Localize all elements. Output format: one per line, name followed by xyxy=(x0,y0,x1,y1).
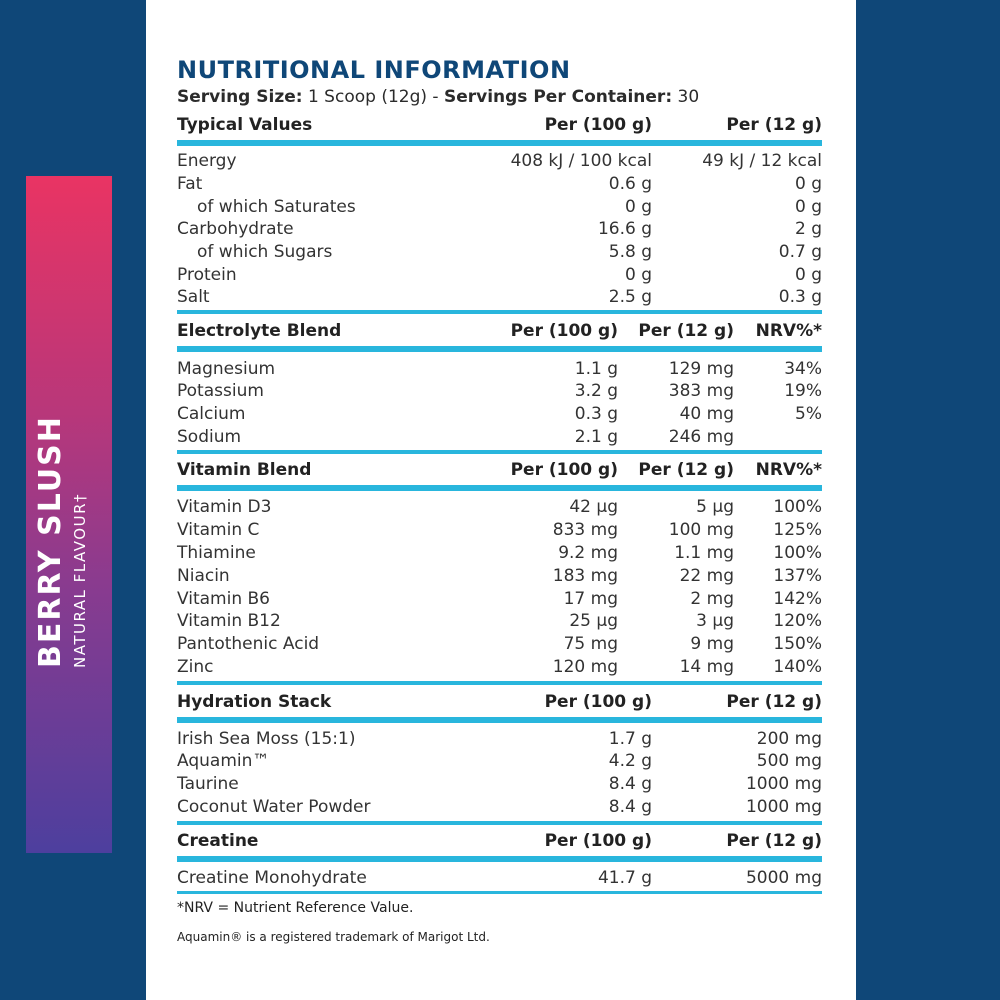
flavour-subtitle: NATURAL FLAVOUR† xyxy=(71,493,89,668)
header-perserving: Per (12 g) xyxy=(638,460,734,480)
serving-info xyxy=(177,87,699,107)
section-divider xyxy=(177,717,822,723)
row-per100: 41.7 g xyxy=(597,868,652,888)
row-nrv: 19% xyxy=(784,381,822,401)
row-per100: 75 mg xyxy=(563,634,618,654)
row-label: Vitamin B12 xyxy=(177,611,281,631)
table-row xyxy=(177,797,822,819)
serving-size-label: Serving Size: xyxy=(177,87,303,107)
row-per100: 2.5 g xyxy=(608,287,652,307)
row-per100: 183 mg xyxy=(552,566,618,586)
table-row xyxy=(177,242,822,264)
table-row xyxy=(177,520,822,542)
row-perserving: 500 mg xyxy=(756,751,822,771)
row-per100: 833 mg xyxy=(552,520,618,540)
row-perserving: 0.7 g xyxy=(778,242,822,262)
section-header-typical xyxy=(177,115,822,137)
row-perserving: 383 mg xyxy=(668,381,734,401)
row-per100: 25 µg xyxy=(569,611,618,631)
row-label: Carbohydrate xyxy=(177,219,294,239)
table-row xyxy=(177,359,822,381)
row-per100: 408 kJ / 100 kcal xyxy=(510,151,652,171)
row-nrv: 125% xyxy=(773,520,822,540)
row-per100: 0 g xyxy=(624,265,652,285)
row-perserving: 0 g xyxy=(794,174,822,194)
row-nrv: 142% xyxy=(773,589,822,609)
row-nrv: 140% xyxy=(773,657,822,677)
row-label: Zinc xyxy=(177,657,214,677)
table-row xyxy=(177,197,822,219)
row-label: Thiamine xyxy=(177,543,256,563)
table-row xyxy=(177,589,822,611)
servings-per-container-label: Servings Per Container: xyxy=(443,87,673,107)
row-per100: 17 mg xyxy=(563,589,618,609)
row-per100: 1.7 g xyxy=(608,729,652,749)
row-perserving: 22 mg xyxy=(679,566,734,586)
row-perserving: 2 g xyxy=(794,219,822,239)
row-label: Fat xyxy=(177,174,203,194)
header-perserving: Per (12 g) xyxy=(726,115,822,135)
row-label: Vitamin D3 xyxy=(177,497,272,517)
row-label: Creatine Monohydrate xyxy=(177,868,367,888)
section-header-creatine xyxy=(177,831,822,853)
table-row xyxy=(177,404,822,426)
table-row xyxy=(177,287,822,309)
header-perserving: Per (12 g) xyxy=(726,692,822,712)
row-perserving: 3 µg xyxy=(696,611,734,631)
row-per100: 120 mg xyxy=(552,657,618,677)
row-label: Vitamin C xyxy=(177,520,260,540)
header-label: Vitamin Blend xyxy=(177,460,312,480)
row-label: of which Sugars xyxy=(197,242,333,262)
row-nrv: 5% xyxy=(795,404,822,424)
trademark-footnote: Aquamin® is a registered trademark of Marigot Ltd. xyxy=(177,930,490,944)
table-row xyxy=(177,566,822,588)
flavour-name: BERRY SLUSH xyxy=(33,415,68,668)
row-perserving: 0 g xyxy=(794,197,822,217)
row-perserving: 1.1 mg xyxy=(674,543,734,563)
header-per100: Per (100 g) xyxy=(510,321,618,341)
row-perserving: 40 mg xyxy=(679,404,734,424)
row-label: Vitamin B6 xyxy=(177,589,271,609)
row-per100: 8.4 g xyxy=(608,797,652,817)
table-row xyxy=(177,657,822,679)
row-label: Sodium xyxy=(177,427,242,447)
section-divider xyxy=(177,891,822,894)
row-label: Protein xyxy=(177,265,237,285)
header-label: Creatine xyxy=(177,831,259,851)
row-perserving: 246 mg xyxy=(668,427,734,447)
header-label: Hydration Stack xyxy=(177,692,332,712)
table-row xyxy=(177,543,822,565)
section-divider xyxy=(177,485,822,491)
header-perserving: Per (12 g) xyxy=(638,321,734,341)
header-per100: Per (100 g) xyxy=(544,115,652,135)
row-perserving: 100 mg xyxy=(668,520,734,540)
table-row xyxy=(177,774,822,796)
row-label: Energy xyxy=(177,151,237,171)
header-nrv: NRV%* xyxy=(755,321,822,341)
nrv-footnote: *NRV = Nutrient Reference Value. xyxy=(177,900,414,916)
row-per100: 9.2 mg xyxy=(558,543,618,563)
section-header-vitamin xyxy=(177,460,822,482)
section-divider xyxy=(177,450,822,454)
row-perserving: 0.3 g xyxy=(778,287,822,307)
table-row xyxy=(177,265,822,287)
row-per100: 8.4 g xyxy=(608,774,652,794)
header-label: Electrolyte Blend xyxy=(177,321,342,341)
row-label: Salt xyxy=(177,287,210,307)
header-per100: Per (100 g) xyxy=(544,831,652,851)
table-row xyxy=(177,497,822,519)
section-divider xyxy=(177,310,822,314)
row-per100: 0.6 g xyxy=(608,174,652,194)
row-label: Pantothenic Acid xyxy=(177,634,320,654)
table-row xyxy=(177,611,822,633)
row-per100: 5.8 g xyxy=(608,242,652,262)
row-nrv: 100% xyxy=(773,543,822,563)
header-perserving: Per (12 g) xyxy=(726,831,822,851)
row-per100: 2.1 g xyxy=(574,427,618,447)
row-per100: 0.3 g xyxy=(574,404,618,424)
serving-size-value: 1 Scoop (12g) - xyxy=(302,87,444,107)
section-divider xyxy=(177,346,822,352)
page-title: NUTRITIONAL INFORMATION xyxy=(177,56,571,84)
row-label: Taurine xyxy=(177,774,239,794)
row-perserving: 9 mg xyxy=(690,634,734,654)
row-label: of which Saturates xyxy=(197,197,356,217)
row-label: Magnesium xyxy=(177,359,276,379)
row-perserving: 14 mg xyxy=(679,657,734,677)
row-perserving: 2 mg xyxy=(690,589,734,609)
row-perserving: 5 µg xyxy=(696,497,734,517)
row-per100: 4.2 g xyxy=(608,751,652,771)
row-nrv: 137% xyxy=(773,566,822,586)
row-perserving: 5000 mg xyxy=(745,868,822,888)
row-label: Niacin xyxy=(177,566,230,586)
row-label: Calcium xyxy=(177,404,246,424)
row-perserving: 1000 mg xyxy=(745,797,822,817)
table-row xyxy=(177,427,822,449)
table-row xyxy=(177,868,822,890)
table-row xyxy=(177,151,822,173)
servings-per-container-value: 30 xyxy=(672,87,700,107)
table-row xyxy=(177,751,822,773)
header-per100: Per (100 g) xyxy=(544,692,652,712)
table-row xyxy=(177,381,822,403)
row-label: Aquamin™ xyxy=(177,751,270,771)
row-per100: 0 g xyxy=(624,197,652,217)
row-label: Potassium xyxy=(177,381,264,401)
header-per100: Per (100 g) xyxy=(510,460,618,480)
row-nrv: 100% xyxy=(773,497,822,517)
section-header-electrolyte xyxy=(177,321,822,343)
row-per100: 1.1 g xyxy=(574,359,618,379)
table-row xyxy=(177,729,822,751)
section-header-hydration xyxy=(177,692,822,714)
row-per100: 16.6 g xyxy=(597,219,652,239)
row-nrv: 34% xyxy=(784,359,822,379)
row-perserving: 200 mg xyxy=(756,729,822,749)
row-nrv: 150% xyxy=(773,634,822,654)
row-nrv: 120% xyxy=(773,611,822,631)
section-divider xyxy=(177,856,822,862)
row-perserving: 49 kJ / 12 kcal xyxy=(702,151,822,171)
table-row xyxy=(177,634,822,656)
header-label: Typical Values xyxy=(177,115,313,135)
row-perserving: 1000 mg xyxy=(745,774,822,794)
row-perserving: 0 g xyxy=(794,265,822,285)
row-perserving: 129 mg xyxy=(668,359,734,379)
row-per100: 3.2 g xyxy=(574,381,618,401)
row-label: Irish Sea Moss (15:1) xyxy=(177,729,356,749)
section-divider xyxy=(177,140,822,146)
table-row xyxy=(177,219,822,241)
table-row xyxy=(177,174,822,196)
row-per100: 42 µg xyxy=(569,497,618,517)
section-divider xyxy=(177,681,822,685)
header-nrv: NRV%* xyxy=(755,460,822,480)
section-divider xyxy=(177,821,822,825)
row-label: Coconut Water Powder xyxy=(177,797,371,817)
